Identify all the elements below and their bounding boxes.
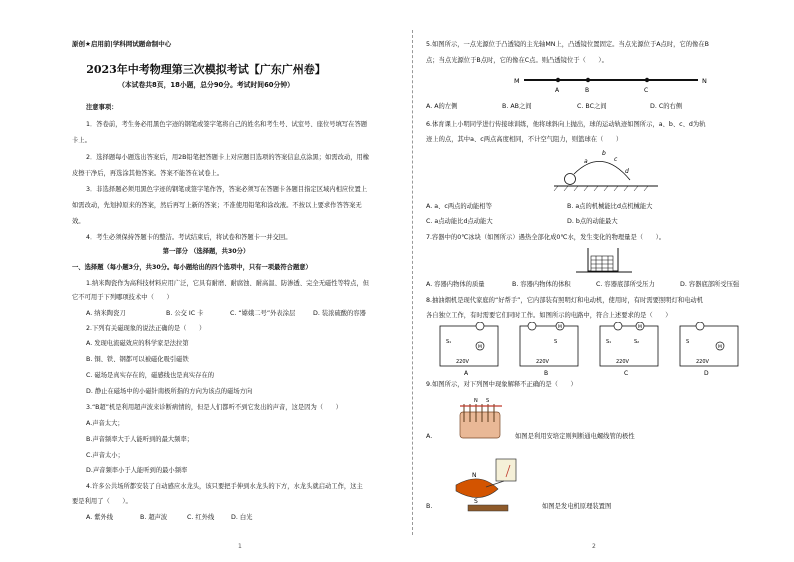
q9-solenoid-figure [452,392,510,444]
q7-option-a: A. 容器内物体的质量 [426,281,485,288]
switch-s2-label: S₂ [634,339,640,345]
point-d-label: d [625,168,629,175]
q1-option-d: D. 装浓硫酸的容器 [313,310,366,317]
q6-basketball-figure [552,146,662,194]
label-m: M [514,77,520,85]
q3-option-b: B.声音频率大于人能听到的最大频率； [86,436,194,443]
q3-option-a: A.声音太大； [86,420,124,427]
q7-stem: 7.容器中的0℃冰块（如图所示）遇热全部化成0℃水，发生变化的物理量是（ ）。 [426,234,666,241]
trajectory-curve [574,161,630,180]
point-a-label: a [584,158,588,165]
switch-s-label: S [686,339,690,345]
magnet-pole-n: N [472,472,477,479]
point-c-label: c [614,156,618,163]
q8-circuit-d [674,322,744,378]
ice-block [591,256,613,271]
q9-option-a-caption: 如图是利用安培定则判断通电螺线管的极性 [515,433,635,440]
notice-line: 4．考生必须保持答题卡的整洁。考试结束后，将试卷和答题卡一并交回。 [86,234,292,241]
page-number: 1 [238,543,242,550]
pole-label-s: S [486,398,490,404]
circuit-option-label: D [704,370,709,377]
q9-option-a-letter: A. [426,433,433,440]
q4-stem: 要是利用了（ ）。 [72,498,132,505]
notice-line: 卡上。 [72,137,91,144]
q8-stem: 8.抽油烟机是现代家庭的“好帮手”，它内部装有照明灯和电动机，使用时，有时需要照明灯和电动机 [426,297,704,304]
horseshoe-magnet-icon [456,479,498,498]
base-board [468,505,508,511]
q7-option-c: C. 容器底部所受压力 [596,281,655,288]
notice-heading: 注意事项： [86,104,118,111]
q4-option-b: B. 超声波 [140,514,168,521]
q9-stem: 9.如图所示，对下列图中现象解释不正确的是（ ） [426,381,577,388]
q5-option-a: A. A的左侧 [426,103,458,110]
notice-line: 如需改动，先划掉原来的答案，然后再写上新的答案；不准使用铅笔和涂改液。不按以上要求作答答案无 [72,202,362,209]
supply-label: 220V [696,359,709,365]
exam-title: 2023年中考物理第三次模拟考试【广东广州卷】 [86,63,326,76]
label-a: A [555,87,560,94]
q6-option-d: D. b点的动能最大 [567,218,618,225]
switch-s-label: S [554,339,558,345]
q1-option-b: B. 公交 IC 卡 [166,310,204,317]
q9-option-b-caption: 如图是发电机原理装置图 [542,503,612,510]
q7-option-b: B. 容器内物体的体积 [512,281,571,288]
motor-label: M [638,325,642,330]
notice-line: 1．答卷前，考生务必用黑色字迹的钢笔或签字笔将自己的姓名和考生号、试室号、座位号填写在答题 [86,121,368,128]
motor-label: M [558,325,562,330]
supply-label: 220V [456,359,469,365]
section1-heading: 一、选择题（每小题3分，共30分。每小题给出的四个选项中，只有一项最符合题意） [72,264,312,271]
q5-option-c: C. BC之间 [577,103,607,110]
q1-stem: 它不可用于下列哪项技术中（ ） [72,294,173,301]
label-n: N [702,77,707,85]
q1-option-a: A. 纳米陶瓷刀 [86,310,126,317]
q5-stem: 5.如图所示，一点光源位于凸透镜的主光轴MN上，凸透镜位置固定。当点光源位于A点时，它的像在B [426,41,709,48]
q4-option-c: C. 红外线 [187,514,215,521]
basketball [565,174,576,185]
q9-option-b-letter: B. [426,503,433,510]
q6-option-b: B. a点的机械能比d点机械能大 [567,203,653,210]
q1-stem: 1.纳米陶瓷作为高科技材料应用广泛，它具有耐磨、耐腐蚀、耐高温、防渗透、完全无磁性等特点，但 [86,280,370,287]
q1-option-c: C. “嫦娥二号”外表涂层 [230,310,296,317]
notice-line: 效。 [72,218,85,225]
circuit-option-label: B [544,370,549,377]
q3-stem: 3.“B超”机是利用超声波来诊断病情的，但是人们都听不到它发出的声音，这是因为（ ） [86,404,342,411]
lamp-symbol [528,322,536,330]
magnet-pole-s: S [474,498,478,505]
q2-option-c: C. 磁场是真实存在的，磁感线也是真实存在的 [86,372,215,379]
q6-stem: 迹上的点，其中a、c两点高度相同，不计空气阻力，则篮球在（ ） [426,136,623,143]
label-c: C [644,87,649,94]
supply-label: 220V [536,359,549,365]
q8-circuit-b [514,322,584,378]
q8-circuit-c [594,322,664,378]
header-label: 原创★启用前|学科网试题命制中心 [72,40,172,48]
q8-stem: 各自独立工作，有时需要它们同时工作。如图所示的电路中，符合上述要求的是（ ） [426,312,672,319]
circuit-option-label: C [624,370,629,377]
q5-option-b: B. AB之间 [502,103,532,110]
page-number: 2 [592,543,596,550]
q7-ice-container-figure [574,244,634,276]
notice-line: 2．选择题每小题选出答案后，用2B铅笔把答题卡上对应题目选项的答案信息点涂黑；如需改动，用橡 [86,154,370,161]
lamp-symbol [476,322,484,330]
point-c-dot [645,78,649,82]
point-a-dot [556,78,560,82]
circuit-option-label: A [464,370,469,377]
q6-stem: 6.体育课上小明同学进行传接球训练，他将球斜向上抛出，球的运动轨迹如图所示，a、b、c、d为轨 [426,121,706,128]
point-b-dot [586,78,590,82]
q9-generator-figure [450,455,522,515]
q5-option-d: D. C的右侧 [650,103,683,110]
switch-s1-label: S₁ [446,339,452,345]
switch-s1-label: S₁ [606,339,612,345]
q5-stem: 点；当点光源位于B点时，它的像在C点。则凸透镜位于（ ）。 [426,57,608,64]
motor-label: M [718,345,722,350]
notice-line: 3．非选择题必须用黑色字迹的钢笔或签字笔作答，答案必须写在答题卡各题目指定区域内相应位置上 [86,186,368,193]
q4-option-a: A. 紫外线 [86,514,114,521]
q2-option-d: D. 静止在磁场中的小磁针南极所指的方向为该点的磁场方向 [86,388,253,395]
q4-option-d: D. 白光 [231,514,253,521]
pole-label-n: N [474,398,478,404]
q3-option-c: C.声音太小； [86,452,124,459]
q3-option-d: D.声音频率小于人能听到的最小频率 [86,467,188,474]
ground-hatch [554,186,648,191]
motor-label: M [478,345,482,350]
meter-icon [496,459,516,481]
supply-label: 220V [616,359,629,365]
exam-subtitle: （本试卷共8页，18小题，总分90分。考试时间60分钟） [118,81,294,89]
lamp-symbol [696,322,704,330]
label-b: B [585,87,590,94]
point-b-label: b [602,150,606,157]
q5-lens-axis-figure [512,70,712,94]
q6-option-a: A. a、c两点的动能相等 [426,203,492,210]
q4-stem: 4.许多公共场所都安装了自动感应水龙头，该只要把手伸到水龙头的下方，水龙头就启动工作，这主 [86,483,363,490]
right-column [412,0,794,562]
q2-option-b: B. 铜、铁、钢都可以被磁化吸引磁铁 [86,356,189,363]
notice-line: 皮擦干净后，再选涂其他答案。答案不能答在试卷上。 [72,170,224,177]
part1-heading: 第一部分 （选择题，共30分） [162,248,250,255]
q2-option-a: A. 发现电流磁效应的科学家是法拉第 [86,340,189,347]
q2-stem: 2.下列有关磁现象的说法正确的是（ ） [86,325,206,332]
q7-option-d: D. 容器底部所受压强 [680,281,740,288]
q8-circuit-a [434,322,504,378]
lamp-symbol [614,322,622,330]
q6-option-c: C. a点动能比d点动能大 [426,218,493,225]
